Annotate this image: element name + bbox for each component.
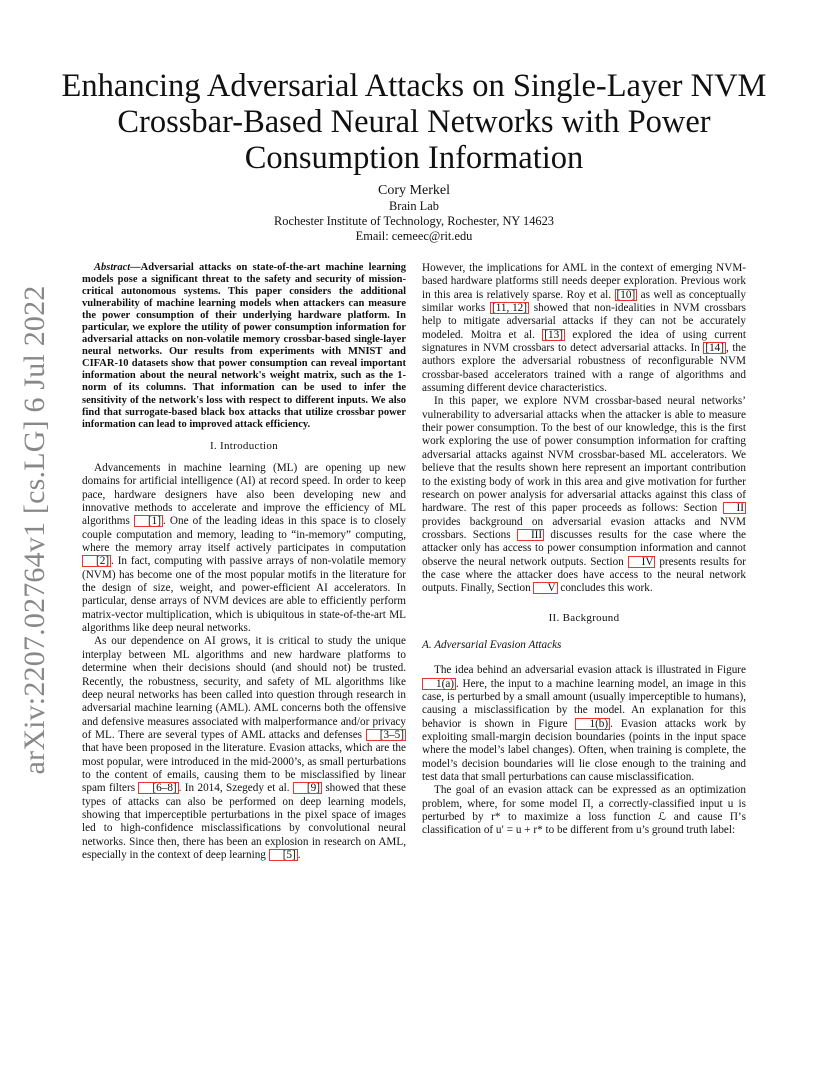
author-email: Email: cemeec@rit.edu (355, 229, 473, 243)
section-link[interactable]: IV (628, 556, 656, 568)
arxiv-identifier: arXiv:2207.02764v1 [cs.LG] 6 Jul 2022 (18, 285, 51, 775)
abstract-text: Adversarial attacks on state-of-the-art machine learning models pose a significant threat to the safety and security of mission-critical autonomous systems. This paper considers the additional vulnerability of machine learning models when attackers can measure the power consumption of their underlying hardware platform. In particular, we explore the utility of power consumption information for adversarial attacks on non-volatile memory crossbar-based single-layer neural networks. Our results from experiments with MNIST and CIFAR-10 datasets show that power consumption can reveal important information about the neural network's weight matrix, such as the 1-norm of its columns. That information can be used to infer the sensitivity of the network's loss with respect to different inputs. We also find that surrogate-based black box attacks that utilize crossbar power information can lead to improved attack efficiency. (82, 262, 406, 430)
abstract (82, 262, 406, 431)
intro-paragraph-1: Advancements in machine learning (ML) are opening up new domains for artificial intelligence (AI) at record speed. In order to keep pace, hardware designers have also been developing new and innovative methods to accelerate and improve the efficiency of ML algorithms [1] . One of the leading ideas in this space is to closely couple computation and memory, leading to “in-memory” computing, where the memory array itself actively participates in computation [2] . In fact, computing with passive arrays of non-volatile memory (NVM) has become one of the most popular motifs in the literature for the design of size, weight, and power-efficient AI accelerators. In particular, dense arrays of NVM devices are able to efficiently perform matrix-vector multiplication, which is ubiquitous in state-of-the-art ML algorithms like deep neural networks. (82, 462, 406, 635)
left-column (82, 262, 406, 862)
citation-link[interactable]: [3–5] (366, 729, 406, 741)
author-name: Cory Merkel (378, 183, 450, 198)
section-link[interactable]: II (723, 502, 746, 514)
right-paragraph-2: In this paper, we explore NVM crossbar-based neural networks’ vulnerability to adversarial attacks when the attacker is able to measure their power consumption. To the best of our knowledge, this is the first work exploring the use of power consumption information for crafting adversarial attacks against NVM crossbar-based ML accelerators. We believe that the results shown here represent an important contribution to the existing body of work in this area and give motivation for further research on power analysis for adversarial attacks against this class of hardware. The rest of this paper proceeds as follows: Section II provides background on adversarial evasion attacks and NVM crossbars. Sections III discusses results for the case where the attacker only has access to power consumption information and cannot observe the neural network outputs. Section IV presents results for the case where the attacker does have access to the neural network outputs. Finally, Section V concludes this work. (422, 395, 747, 595)
figure-link[interactable]: 1(b) (575, 718, 610, 730)
right-paragraph-4: The goal of an evasion attack can be expressed as an optimization problem, where, for some model Π, a correctly-classified input u is perturbed by r* to maximize a loss function ℒ and cause Π’s classification of u′ = u + r* to be different from u’s ground truth label: (422, 784, 746, 837)
citation-link[interactable]: [5] (269, 849, 298, 861)
paper-title: Enhancing Adversarial Attacks on Single-Layer NVM Crossbar-Based Neural Networks with Power Consumption Information (61, 68, 767, 176)
subsection-heading: A. Adversarial Evasion Attacks (422, 638, 562, 651)
author-block (100, 183, 728, 244)
arxiv-sidebar (12, 285, 58, 775)
author-affiliation: Rochester Institute of Technology, Rochester, NY 14623 (273, 214, 554, 228)
citation-link[interactable]: [14] (705, 342, 724, 355)
citation-link[interactable]: [10] (616, 288, 636, 301)
intro-paragraph-2: As our dependence on AI grows, it is critical to study the unique interplay between ML algorithms and new hardware platforms to determine when their decisions should (and should not) be trusted. Recently, the robustness, security, and safety of ML algorithms like deep neural networks has been called into question through research in adversarial machine learning (AML). AML concerns both the offensive and defensive measures associated with malperformance and/or privacy of ML. There are several types of AML attacks and defenses [3–5] that have been proposed in the literature. Evasion attacks, which are the most popular, were introduced in the mid-2000’s, as small perturbations to the content of emails, causing them to be misclassified by linear spam filters [6–8] . In 2014, Szegedy et al. [9] showed that these types of attacks can also be performed on deep learning models, showing that imperceptible perturbations in the pixel space of images led to high-confidence misclassifications by convolutional neural networks. Since then, there has been an explosion in research on AML, especially in the context of deep learning [5] . (82, 635, 406, 861)
right-column (422, 262, 746, 838)
citation-link[interactable]: [11, 12] (491, 302, 527, 315)
section-heading-background: II. Background (548, 611, 620, 624)
abstract-lead: Abstract (94, 262, 131, 273)
right-paragraph-3: The idea behind an adversarial evasion attack is illustrated in Figure 1(a) . Here, the input to a machine learning model, an image in this case, is perturbed by a small amount (usually imperceptible to humans), causing a misclassification by the model. An explanation for this behavior is shown in Figure 1(b) . Evasion attacks work by exploiting small-margin decision boundaries (points in the input space where the model’s label changes). Often, when training is complete, the model’s decision boundaries will lie close enough to the training and test data that small perturbations can cause misclassification. (422, 664, 746, 784)
section-link[interactable]: III (517, 529, 544, 541)
figure-link[interactable]: 1(a) (422, 678, 456, 690)
citation-link[interactable]: [9] (293, 782, 322, 794)
citation-link[interactable]: [13] (544, 328, 563, 341)
citation-link[interactable]: [6–8] (138, 782, 178, 794)
right-paragraph-1: However, the implications for AML in the context of emerging NVM-based hardware platforms still needs deeper exploration. Previous work in this area is relatively sparse. Roy et al. [10] as well as conceptually similar works [11, 12] showed that non-idealities in NVM crossbars help to mitigate adversarial attacks if they can not be accurately modeled. Moitra et al. [13] explored the idea of using current signatures in NVM crossbars to detect adversarial attacks. In [14] , the authors explore the adversarial robustness of reconfigurable NVM crossbar-based accelerators trained with a range of algorithms and assuming different device characteristics. (422, 262, 746, 395)
author-lab: Brain Lab (389, 199, 439, 213)
section-heading-introduction: I. Introduction (209, 439, 279, 452)
citation-link[interactable]: [1] (134, 515, 163, 527)
citation-link[interactable]: [2] (82, 555, 111, 567)
abstract-dash: — (130, 262, 141, 273)
section-link[interactable]: V (533, 582, 557, 594)
